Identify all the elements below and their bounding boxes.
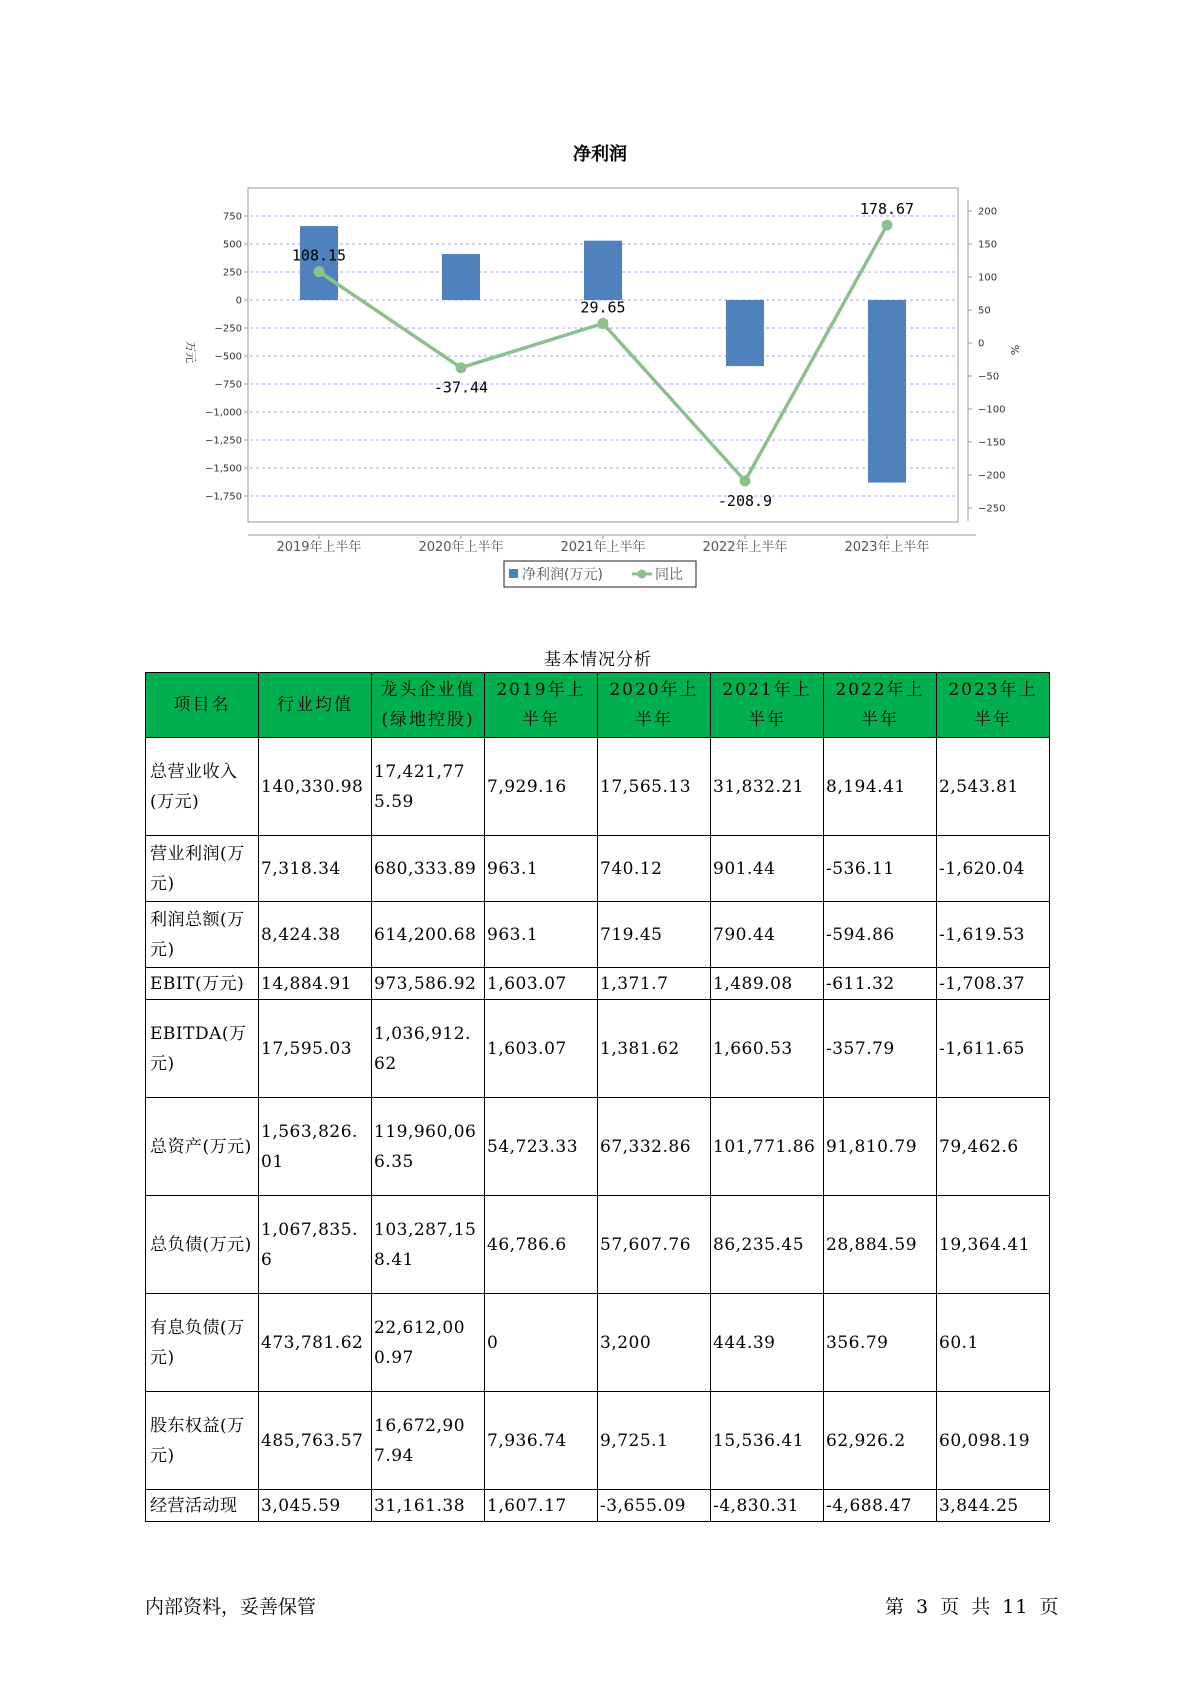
yoy-point <box>456 362 467 373</box>
footer-confidential: 内部资料，妥善保管 <box>145 1596 317 1618</box>
table-cell: 57,607.76 <box>598 1196 711 1294</box>
table-cell: 79,462.6 <box>937 1098 1050 1196</box>
y-tick-label: −1,000 <box>204 407 242 419</box>
table-cell: 356.79 <box>824 1294 937 1392</box>
yoy-point <box>882 220 893 231</box>
net-profit-chart <box>0 0 1191 600</box>
table-cell: 485,763.57 <box>259 1392 372 1490</box>
table-cell: 790.44 <box>711 902 824 968</box>
table-cell: 67,332.86 <box>598 1098 711 1196</box>
row-label: 总营业收入(万元) <box>146 738 259 836</box>
y-tick-label: −250 <box>214 323 242 335</box>
table-cell: 473,781.62 <box>259 1294 372 1392</box>
table-cell: 719.45 <box>598 902 711 968</box>
table-cell: -3,655.09 <box>598 1490 711 1522</box>
legend-bar-swatch <box>509 569 518 578</box>
plot-area <box>248 188 958 522</box>
table-cell: 31,161.38 <box>372 1490 485 1522</box>
table-cell: 17,595.03 <box>259 1000 372 1098</box>
col-header: 行业均值 <box>259 673 372 738</box>
x-tick-label: 2020年上半年 <box>418 540 504 555</box>
table-cell: 0 <box>485 1294 598 1392</box>
y-tick-label: −500 <box>214 351 242 363</box>
basic-analysis-table <box>145 672 1050 1522</box>
y-tick-label: −1,750 <box>204 491 242 503</box>
row-label: EBITDA(万元) <box>146 1000 259 1098</box>
x-tick-label: 2021年上半年 <box>560 540 646 555</box>
legend-label-yoy: 同比 <box>655 567 683 583</box>
bar <box>726 300 764 366</box>
table-cell: 54,723.33 <box>485 1098 598 1196</box>
table-cell: 60.1 <box>937 1294 1050 1392</box>
table-cell: -594.86 <box>824 902 937 968</box>
yoy-point <box>598 318 609 329</box>
yoy-point <box>314 266 325 277</box>
row-label: 经营活动现 <box>146 1490 259 1522</box>
y2-tick-label: −100 <box>978 404 1006 416</box>
table-cell: 28,884.59 <box>824 1196 937 1294</box>
data-label: 29.65 <box>580 298 626 317</box>
table-cell: 9,725.1 <box>598 1392 711 1490</box>
table-cell: 60,098.19 <box>937 1392 1050 1490</box>
table-row <box>146 1392 1050 1490</box>
table-cell: 91,810.79 <box>824 1098 937 1196</box>
table-cell: 1,381.62 <box>598 1000 711 1098</box>
y2-tick-label: −200 <box>978 470 1006 482</box>
table-cell: -4,830.31 <box>711 1490 824 1522</box>
table-cell: 614,200.68 <box>372 902 485 968</box>
y-axis-label: 万元 <box>184 341 197 363</box>
y2-tick-label: 50 <box>978 305 991 317</box>
table-row <box>146 1000 1050 1098</box>
table-cell: 103,287,158.41 <box>372 1196 485 1294</box>
data-label: -208.9 <box>717 491 773 510</box>
legend-line-marker <box>638 570 647 579</box>
table-cell: 1,603.07 <box>485 1000 598 1098</box>
y2-tick-label: 0 <box>978 338 985 350</box>
col-header: 2021年上半年 <box>711 673 824 738</box>
table-cell: 46,786.6 <box>485 1196 598 1294</box>
bar <box>584 241 622 300</box>
row-label: EBIT(万元) <box>146 968 259 1000</box>
table-cell: 1,603.07 <box>485 968 598 1000</box>
table-cell: 119,960,066.35 <box>372 1098 485 1196</box>
table-cell: 1,489.08 <box>711 968 824 1000</box>
table-cell: 19,364.41 <box>937 1196 1050 1294</box>
row-label: 股东权益(万元) <box>146 1392 259 1490</box>
table-cell: 7,318.34 <box>259 836 372 902</box>
table-cell: 3,844.25 <box>937 1490 1050 1522</box>
table-caption: 基本情况分析 <box>544 650 652 670</box>
table-cell: 3,200 <box>598 1294 711 1392</box>
table-cell: 973,586.92 <box>372 968 485 1000</box>
y2-tick-label: 200 <box>978 206 998 218</box>
y2-tick-label: −50 <box>978 371 1000 383</box>
y-tick-label: −1,250 <box>204 435 242 447</box>
data-label: 178.67 <box>859 200 915 219</box>
y2-tick-label: 100 <box>978 272 998 284</box>
data-label: -37.44 <box>433 378 489 397</box>
table-cell: 8,424.38 <box>259 902 372 968</box>
table-row <box>146 1098 1050 1196</box>
col-header: 项目名 <box>146 673 259 738</box>
table-row <box>146 968 1050 1000</box>
table-cell: 2,543.81 <box>937 738 1050 836</box>
table-cell: 31,832.21 <box>711 738 824 836</box>
table-cell: 15,536.41 <box>711 1392 824 1490</box>
y-tick-label: −750 <box>214 379 242 391</box>
table-cell: 1,563,826.01 <box>259 1098 372 1196</box>
table-cell: 17,421,775.59 <box>372 738 485 836</box>
row-label: 总资产(万元) <box>146 1098 259 1196</box>
col-header: 2022年上半年 <box>824 673 937 738</box>
table-cell: 14,884.91 <box>259 968 372 1000</box>
table-cell: -536.11 <box>824 836 937 902</box>
table-row <box>146 836 1050 902</box>
table-row <box>146 738 1050 836</box>
col-header: 2019年上半年 <box>485 673 598 738</box>
row-label: 利润总额(万元) <box>146 902 259 968</box>
table-cell: 17,565.13 <box>598 738 711 836</box>
table-cell: 1,371.7 <box>598 968 711 1000</box>
table-cell: 1,067,835.6 <box>259 1196 372 1294</box>
table-row <box>146 902 1050 968</box>
table-cell: 444.39 <box>711 1294 824 1392</box>
y-tick-label: 250 <box>222 267 242 279</box>
table-cell: 7,936.74 <box>485 1392 598 1490</box>
col-header: 2023年上半年 <box>937 673 1050 738</box>
legend-label-net-profit: 净利润(万元) <box>522 567 603 583</box>
table-cell: -1,708.37 <box>937 968 1050 1000</box>
table-cell: -1,619.53 <box>937 902 1050 968</box>
x-tick-label: 2022年上半年 <box>702 540 788 555</box>
table-cell: 16,672,907.94 <box>372 1392 485 1490</box>
table-cell: 1,660.53 <box>711 1000 824 1098</box>
y-tick-label: −1,500 <box>204 463 242 475</box>
table-row <box>146 1490 1050 1522</box>
y2-tick-label: 150 <box>978 239 998 251</box>
table-cell: -4,688.47 <box>824 1490 937 1522</box>
y-tick-label: 500 <box>222 239 242 251</box>
col-header: 龙头企业值(绿地控股) <box>372 673 485 738</box>
data-label: 108.15 <box>291 246 347 265</box>
y-tick-label: 750 <box>222 211 242 223</box>
table-cell: 901.44 <box>711 836 824 902</box>
table-cell: 140,330.98 <box>259 738 372 836</box>
x-tick-label: 2023年上半年 <box>844 540 930 555</box>
table-row <box>146 1294 1050 1392</box>
table-cell: 1,607.17 <box>485 1490 598 1522</box>
y2-tick-label: −250 <box>978 503 1006 515</box>
table-header-row <box>146 673 1050 738</box>
table-cell: 740.12 <box>598 836 711 902</box>
row-label: 总负债(万元) <box>146 1196 259 1294</box>
yoy-point <box>740 475 751 486</box>
table-cell: -357.79 <box>824 1000 937 1098</box>
table-cell: -611.32 <box>824 968 937 1000</box>
table-cell: -1,620.04 <box>937 836 1050 902</box>
table-cell: 101,771.86 <box>711 1098 824 1196</box>
table-cell: 680,333.89 <box>372 836 485 902</box>
table-cell: 22,612,000.97 <box>372 1294 485 1392</box>
row-label: 有息负债(万元) <box>146 1294 259 1392</box>
table-cell: 7,929.16 <box>485 738 598 836</box>
col-header: 2020年上半年 <box>598 673 711 738</box>
row-label: 营业利润(万元) <box>146 836 259 902</box>
table-row <box>146 1196 1050 1294</box>
table-cell: 8,194.41 <box>824 738 937 836</box>
y2-axis-label: % <box>1008 344 1021 356</box>
y-tick-label: 0 <box>235 295 242 307</box>
table-cell: 963.1 <box>485 836 598 902</box>
table-cell: 963.1 <box>485 902 598 968</box>
table-cell: 3,045.59 <box>259 1490 372 1522</box>
table-cell: -1,611.65 <box>937 1000 1050 1098</box>
chart-title: 净利润 <box>573 144 627 165</box>
bar <box>442 254 480 300</box>
table-cell: 86,235.45 <box>711 1196 824 1294</box>
y2-tick-label: −150 <box>978 437 1006 449</box>
bar <box>868 300 906 483</box>
x-tick-label: 2019年上半年 <box>276 540 362 555</box>
table-cell: 62,926.2 <box>824 1392 937 1490</box>
table-cell: 1,036,912.62 <box>372 1000 485 1098</box>
footer-page-number: 第 3 页 共 11 页 <box>885 1596 1060 1618</box>
